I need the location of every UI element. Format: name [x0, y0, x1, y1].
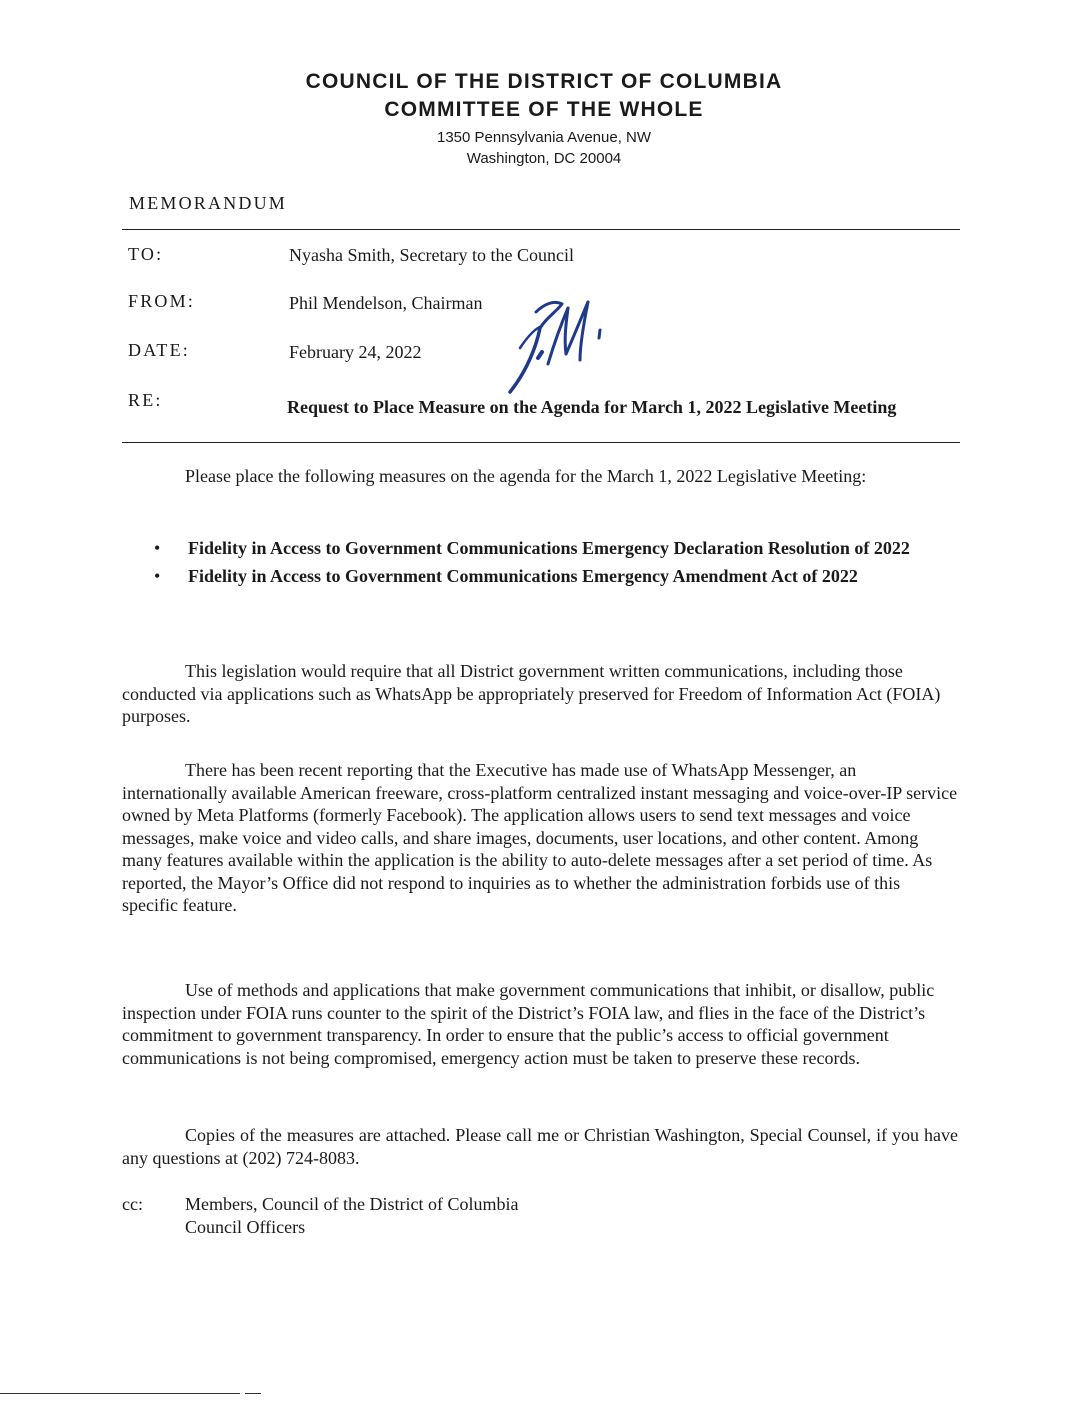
list-item: [152, 566, 958, 587]
letterhead-organization: COUNCIL OF THE DISTRICT OF COLUMBIA: [305, 70, 783, 93]
letterhead-address: 1350 Pennsylvania Avenue, NW: [436, 129, 652, 146]
date-value: February 24, 2022: [289, 342, 422, 362]
intro-paragraph: Please place the following measures on the agenda for the March 1, 2022 Legislative Meeting:: [185, 466, 867, 486]
re-value: Request to Place Measure on the Agenda for March 1, 2022 Legislative Meeting: [287, 397, 897, 417]
bullet-dot: •: [154, 566, 161, 586]
to-label: TO:: [128, 244, 164, 264]
bullet-dot: •: [154, 538, 161, 558]
measure-title: Fidelity in Access to Government Communications Emergency Declaration Resolution of 2022: [188, 538, 910, 558]
footer-rule: [0, 1393, 240, 1394]
date-label: DATE:: [128, 340, 190, 360]
body-paragraph-contact: Copies of the measures are attached. Please call me or Christian Washington, Special Counsel, if you have any questions at (202) 724-8083.: [122, 1125, 958, 1168]
header-top-rule: [122, 229, 960, 230]
re-label: RE:: [128, 390, 163, 410]
body-paragraph-legislation: This legislation would require that all District government written communications, including those conducted via applications such as WhatsApp be appropriately preserved for Freedom of Information Act (FOIA) purposes.: [122, 661, 941, 726]
measure-title: Fidelity in Access to Government Communications Emergency Amendment Act of 2022: [188, 566, 858, 586]
from-label: FROM:: [128, 291, 196, 311]
letterhead-city: Washington, DC 20004: [466, 150, 622, 167]
body-paragraph-foia: Use of methods and applications that make government communications that inhibit, or disallow, public inspection under FOIA runs counter to the spirit of the District’s FOIA law, and flies in the face of the District’s commitment to government transparency. In order to ensure that the public’s access to official government communications is not being compromised, emergency action must be taken to preserve these records.: [122, 980, 935, 1068]
to-value: Nyasha Smith, Secretary to the Council: [289, 245, 574, 265]
cc-label: cc:: [122, 1194, 143, 1214]
list-item: [152, 538, 958, 559]
signature-initials: [496, 288, 616, 400]
from-value: Phil Mendelson, Chairman: [289, 293, 483, 313]
letterhead-committee: COMMITTEE OF THE WHOLE: [384, 98, 704, 121]
memo-title: MEMORANDUM: [129, 193, 288, 213]
header-bottom-rule: [122, 442, 960, 443]
measures-list: [152, 538, 958, 594]
cc-recipient: Council Officers: [185, 1217, 306, 1237]
footer-dash: [245, 1393, 261, 1394]
cc-recipient: Members, Council of the District of Columbia: [185, 1194, 519, 1214]
body-paragraph-reporting: There has been recent reporting that the Executive has made use of WhatsApp Messenger, an internationally available American freeware, cross-platform centralized instant messaging and voice-over-IP service owned by Meta Platforms (formerly Facebook). The application allows users to send text messages and voice messages, make voice and video calls, and share images, documents, user locations, and other content. Among many features available within the application is the ability to auto-delete messages after a set period of time. As reported, the Mayor’s Office did not respond to inquiries as to whether the administration forbids use of this specific feature.: [122, 760, 958, 915]
